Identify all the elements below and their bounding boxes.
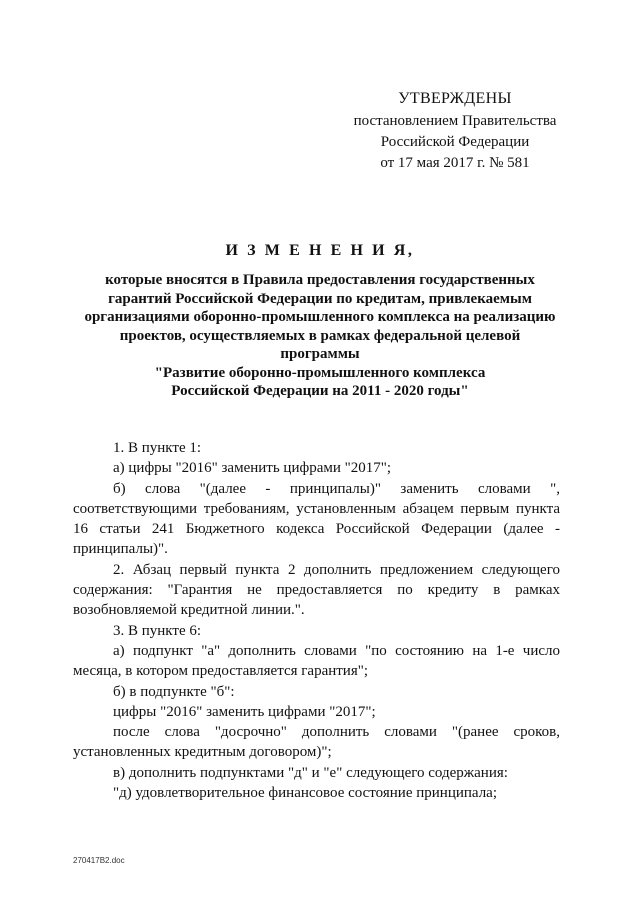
approval-date-number: от 17 мая 2017 г. № 581	[380, 155, 530, 171]
paragraph: после слова "досрочно" дополнить словами "(ранее сроков, установленных кредитным договором)";	[73, 724, 560, 761]
approval-line: Российской Федерации	[380, 134, 530, 150]
document-subtitle	[80, 271, 560, 401]
document-title: И З М Е Н Е Н И Я,	[225, 242, 415, 259]
paragraph: а) цифры "2016" заменить цифрами "2017";	[113, 460, 392, 477]
paragraph: б) слова "(далее - принципалы)" заменить словами ", соответствующими требованиям, установленным абзацем первым пункта 16 статьи 241 Бюджетного кодекса Российской Федерации (далее - принципалы)".	[73, 480, 560, 558]
paragraph: 3. В пункте 6:	[113, 622, 202, 639]
document-body	[73, 438, 560, 803]
subtitle-line: "Развитие оборонно-промышленного комплекса	[154, 364, 486, 381]
subtitle-line: которые вносятся в Правила предоставления государственных	[105, 272, 535, 288]
subtitle-line: организациями оборонно-промышленного комплекса на реализацию	[84, 309, 556, 325]
paragraph: "д) удовлетворительное финансовое состояние принципала;	[113, 785, 498, 802]
approval-heading: УТВЕРЖДЕНЫ	[398, 90, 512, 107]
paragraph: цифры "2016" заменить цифрами "2017";	[113, 703, 376, 720]
subtitle-line: проектов, осуществляемых в рамках федеральной целевой программы	[119, 327, 521, 362]
paragraph: 1. В пункте 1:	[113, 440, 202, 456]
paragraph: б) в подпункте "б":	[113, 683, 235, 700]
subtitle-line: гарантий Российской Федерации по кредитам, привлекаемым	[108, 290, 532, 307]
approval-stamp	[340, 88, 570, 174]
approval-line: постановлением Правительства	[353, 113, 557, 129]
paragraph: в) дополнить подпунктами "д" и "е" следующего содержания:	[113, 764, 508, 781]
paragraph: 2. Абзац первый пункта 2 дополнить предложением следующего содержания: "Гарантия не предоставляется по кредиту в рамках возобновляемой кредитной линии.".	[73, 561, 560, 619]
subtitle-line: Российской Федерации на 2011 - 2020 годы"	[171, 383, 469, 399]
file-name-footer: 270417В2.doc	[73, 856, 125, 865]
paragraph: а) подпункт "а" дополнить словами "по состоянию на 1-е число месяца, в котором предоставляется гарантия";	[73, 642, 560, 680]
